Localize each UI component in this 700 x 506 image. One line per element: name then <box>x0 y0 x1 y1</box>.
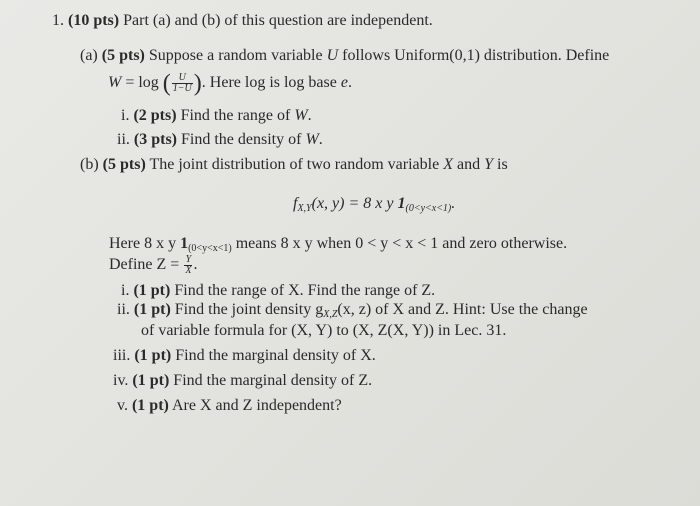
item-points: (3 pts) <box>133 131 177 148</box>
w-equals-log: = log <box>121 74 163 91</box>
item-text-2: (x, z) of X and Z. Hint: Use the change <box>337 301 588 318</box>
item-label: i. <box>121 282 130 299</box>
item-text: Find the marginal density of X. <box>175 347 376 364</box>
part-a-points: (5 pts) <box>101 47 145 64</box>
item-points: (1 pt) <box>133 301 171 318</box>
item-label: ii. <box>117 131 130 148</box>
indicator-subscript: (0<y<x<1) <box>405 203 452 214</box>
here-indicator-subscript: (0<y<x<1) <box>188 243 232 254</box>
var-y: Y <box>484 156 493 173</box>
item-text: of variable formula for (X, Y) to (X, Z(X, Y)) in Lec. 31. <box>141 322 507 339</box>
var-x: X <box>443 156 453 173</box>
part-a-text-1: Suppose a random variable <box>148 47 327 64</box>
formula-f-subscript: X,Y <box>297 203 312 214</box>
item-var: W <box>305 131 319 148</box>
part-a-line-2 <box>108 70 352 96</box>
item-var: W <box>294 107 308 124</box>
question-number: 1. <box>52 12 64 29</box>
fraction-numerator: U <box>172 73 193 84</box>
var-u: U <box>326 47 339 64</box>
fraction-denominator: 1−U <box>172 82 192 94</box>
item-points: (1 pt) <box>134 347 172 364</box>
part-b-item-iii <box>113 346 376 366</box>
item-text: Find the range of <box>180 107 295 124</box>
formula-f: f <box>293 195 298 212</box>
item-text: Are X and Z independent? <box>171 397 342 414</box>
item-subscript: X,Z <box>323 309 338 320</box>
here-text-1: Here 8 x y <box>109 235 181 252</box>
part-a-text-2: follows Uniform(0,1) distribution. Define <box>338 47 610 64</box>
item-label: i. <box>121 107 130 124</box>
here-text-2: means 8 x y when 0 < y < x < 1 and zero otherwise. <box>231 235 568 252</box>
item-text: Find the marginal density of Z. <box>173 372 373 389</box>
joint-density-formula <box>293 194 455 219</box>
item-label: v. <box>117 397 128 414</box>
define-numerator: Y <box>185 253 192 265</box>
item-label: iii. <box>113 347 131 364</box>
define-end: . <box>193 256 198 273</box>
part-a-item-ii <box>117 130 323 150</box>
question-intro: Part (a) and (b) of this question are independent. <box>123 12 433 29</box>
part-b-line-1 <box>80 155 508 175</box>
question-points: (10 pts) <box>68 12 120 29</box>
fraction-u-over-1-minus-u <box>172 73 193 94</box>
part-b-item-i <box>121 281 435 301</box>
part-b-text-1: The joint distribution of two random variable <box>149 156 444 173</box>
var-w: W <box>108 74 122 91</box>
log-base: e <box>340 74 348 91</box>
formula-args: (x, y) = 8 x y <box>311 195 398 212</box>
question-1-heading <box>52 11 433 31</box>
left-paren: ( <box>162 70 171 97</box>
part-a-text-3-end: . <box>347 74 352 91</box>
part-b-item-v <box>117 396 342 416</box>
item-points: (1 pt) <box>133 282 171 299</box>
item-label: iv. <box>113 372 129 389</box>
item-points: (1 pt) <box>132 372 170 389</box>
indicator-symbol: 1 <box>397 195 406 212</box>
part-b-points: (5 pts) <box>102 156 146 173</box>
item-label: ii. <box>117 301 130 318</box>
part-b-and: and <box>452 156 485 173</box>
here-indicator: 1 <box>180 235 189 252</box>
part-a-text-3: . Here log is log base <box>201 74 341 91</box>
formula-end: . <box>451 195 456 212</box>
part-b-label: (b) <box>80 156 99 173</box>
item-text: Find the density of <box>181 131 306 148</box>
item-text: Find the joint density g <box>174 301 324 318</box>
item-points: (2 pts) <box>133 107 177 124</box>
right-paren: ) <box>193 70 202 97</box>
part-a-line-1 <box>80 46 609 66</box>
part-a-item-i <box>121 106 312 126</box>
item-end: . <box>318 131 323 148</box>
define-text: Define Z = <box>109 256 184 273</box>
item-end: . <box>307 107 312 124</box>
define-denominator: X <box>185 264 192 276</box>
part-b-text-2: is <box>493 156 508 173</box>
part-a-label: (a) <box>80 47 98 64</box>
item-text: Find the range of X. Find the range of Z. <box>174 282 436 299</box>
part-b-item-ii-continued <box>141 321 506 341</box>
item-points: (1 pt) <box>131 397 169 414</box>
part-b-define-line <box>109 254 197 276</box>
fraction-y-over-x <box>184 255 192 276</box>
part-b-item-iv <box>113 371 372 391</box>
